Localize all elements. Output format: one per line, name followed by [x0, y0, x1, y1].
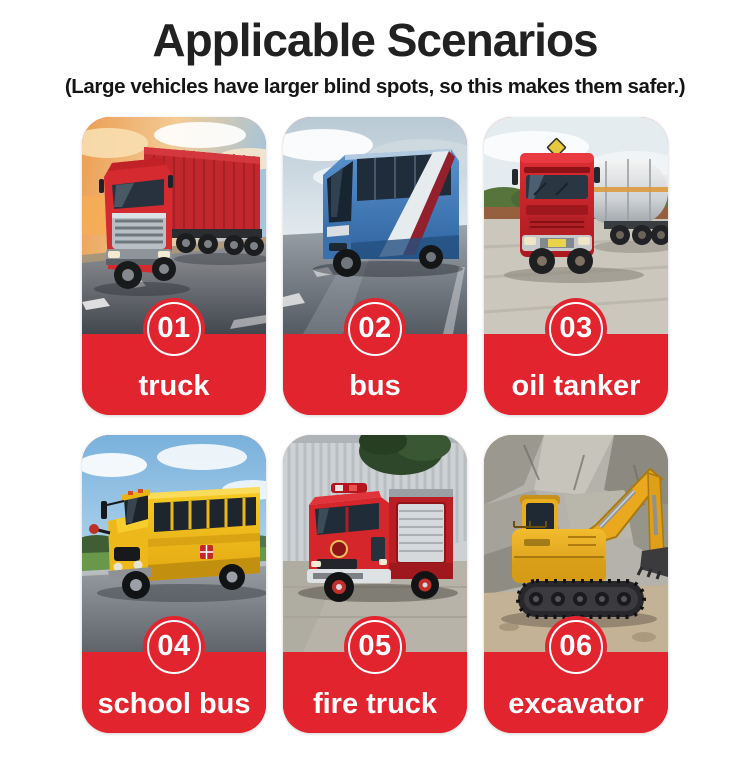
scenario-card-oil-tanker — [484, 117, 668, 415]
scenario-card-bus — [283, 117, 467, 415]
badge-number: 01 — [157, 312, 191, 345]
scenario-grid — [82, 117, 668, 733]
card-label: truck — [138, 369, 210, 402]
number-badge — [344, 616, 406, 678]
number-badge — [344, 298, 406, 360]
number-badge — [143, 298, 205, 360]
badge-number: 06 — [559, 630, 593, 663]
scenario-card-school-bus — [82, 435, 266, 733]
card-label: bus — [349, 369, 401, 402]
number-badge — [143, 616, 205, 678]
page-subtitle: (Large vehicles have larger blind spots, so this makes them safer.) — [64, 74, 686, 98]
page-title: Applicable Scenarios — [152, 14, 598, 66]
badge-number: 03 — [559, 312, 593, 345]
scenario-card-truck — [82, 117, 266, 415]
card-label: oil tanker — [511, 369, 641, 402]
badge-number: 02 — [358, 312, 392, 345]
badge-number: 05 — [358, 630, 392, 663]
number-badge — [545, 616, 607, 678]
card-label: excavator — [508, 687, 644, 720]
header — [0, 14, 750, 99]
scenario-card-fire-truck — [283, 435, 467, 733]
card-label: fire truck — [312, 687, 438, 720]
card-label: school bus — [97, 687, 251, 720]
scenario-card-excavator — [484, 435, 668, 733]
number-badge — [545, 298, 607, 360]
badge-number: 04 — [157, 630, 191, 663]
poster — [0, 14, 750, 764]
